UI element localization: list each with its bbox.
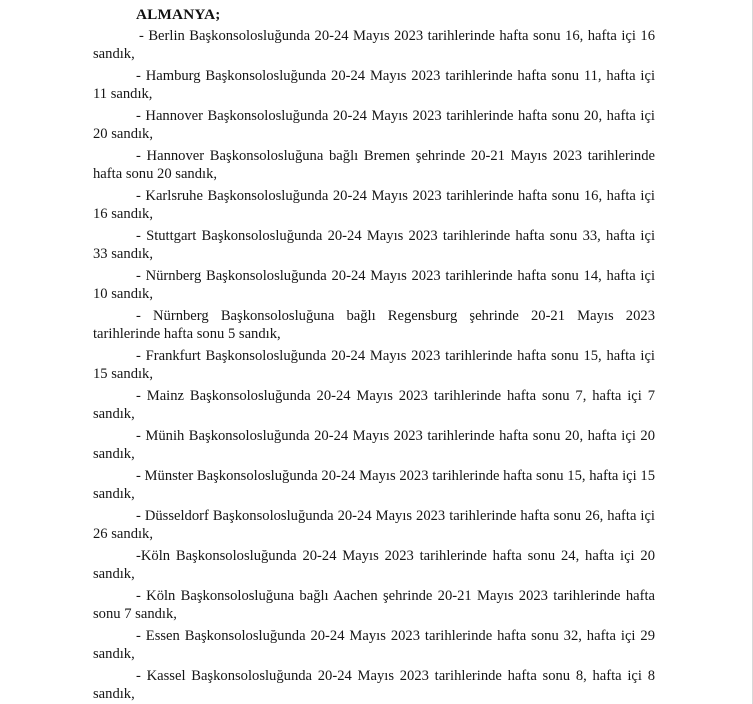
- country-heading: ALMANYA;: [136, 6, 221, 23]
- list-item: - Hamburg Başkonsolosluğunda 20-24 Mayıs 2023 tarihlerinde hafta sonu 11, hafta içi 11 sandık,: [93, 68, 655, 102]
- list-item: - Hannover Başkonsolosluğuna bağlı Bremen şehrinde 20-21 Mayıs 2023 tarihlerinde hafta sonu 20 sandık,: [93, 148, 655, 182]
- list-item: - Frankfurt Başkonsolosluğunda 20-24 Mayıs 2023 tarihlerinde hafta sonu 15, hafta içi 15 sandık,: [93, 348, 655, 382]
- list-item: - Berlin Başkonsolosluğunda 20-24 Mayıs 2023 tarihlerinde hafta sonu 16, hafta içi 16 sandık,: [93, 28, 655, 62]
- list-item: - Essen Başkonsolosluğunda 20-24 Mayıs 2023 tarihlerinde hafta sonu 32, hafta içi 29 sandık,: [93, 628, 655, 662]
- list-item: - Nürnberg Başkonsolosluğuna bağlı Regensburg şehrinde 20-21 Mayıs 2023 tarihlerinde hafta sonu 5 sandık,: [93, 308, 655, 342]
- list-item: - Düsseldorf Başkonsolosluğunda 20-24 Mayıs 2023 tarihlerinde hafta sonu 26, hafta içi 26 sandık,: [93, 508, 655, 542]
- list-item: - Köln Başkonsolosluğuna bağlı Aachen şehrinde 20-21 Mayıs 2023 tarihlerinde hafta sonu 7 sandık,: [93, 588, 655, 622]
- list-item: - Hannover Başkonsolosluğunda 20-24 Mayıs 2023 tarihlerinde hafta sonu 20, hafta içi 20 sandık,: [93, 108, 655, 142]
- list-item: - Stuttgart Başkonsolosluğunda 20-24 Mayıs 2023 tarihlerinde hafta sonu 33, hafta içi 33 sandık,: [93, 228, 655, 262]
- ballot-box-list: [93, 28, 655, 704]
- list-item: - Münster Başkonsolosluğunda 20-24 Mayıs 2023 tarihlerinde hafta sonu 15, hafta içi 15 sandık,: [93, 468, 655, 502]
- list-item: -Köln Başkonsolosluğunda 20-24 Mayıs 2023 tarihlerinde hafta sonu 24, hafta içi 20 sandık,: [93, 548, 655, 582]
- list-item: - Mainz Başkonsolosluğunda 20-24 Mayıs 2023 tarihlerinde hafta sonu 7, hafta içi 7 sandık,: [93, 388, 655, 422]
- list-item: - Nürnberg Başkonsolosluğunda 20-24 Mayıs 2023 tarihlerinde hafta sonu 14, hafta içi 10 sandık,: [93, 268, 655, 302]
- list-item: - Münih Başkonsolosluğunda 20-24 Mayıs 2023 tarihlerinde hafta sonu 20, hafta içi 20 sandık,: [93, 428, 655, 462]
- list-item: - Karlsruhe Başkonsolosluğunda 20-24 Mayıs 2023 tarihlerinde hafta sonu 16, hafta içi 16 sandık,: [93, 188, 655, 222]
- list-item: - Kassel Başkonsolosluğunda 20-24 Mayıs 2023 tarihlerinde hafta sonu 8, hafta içi 8 sandık,: [93, 668, 655, 702]
